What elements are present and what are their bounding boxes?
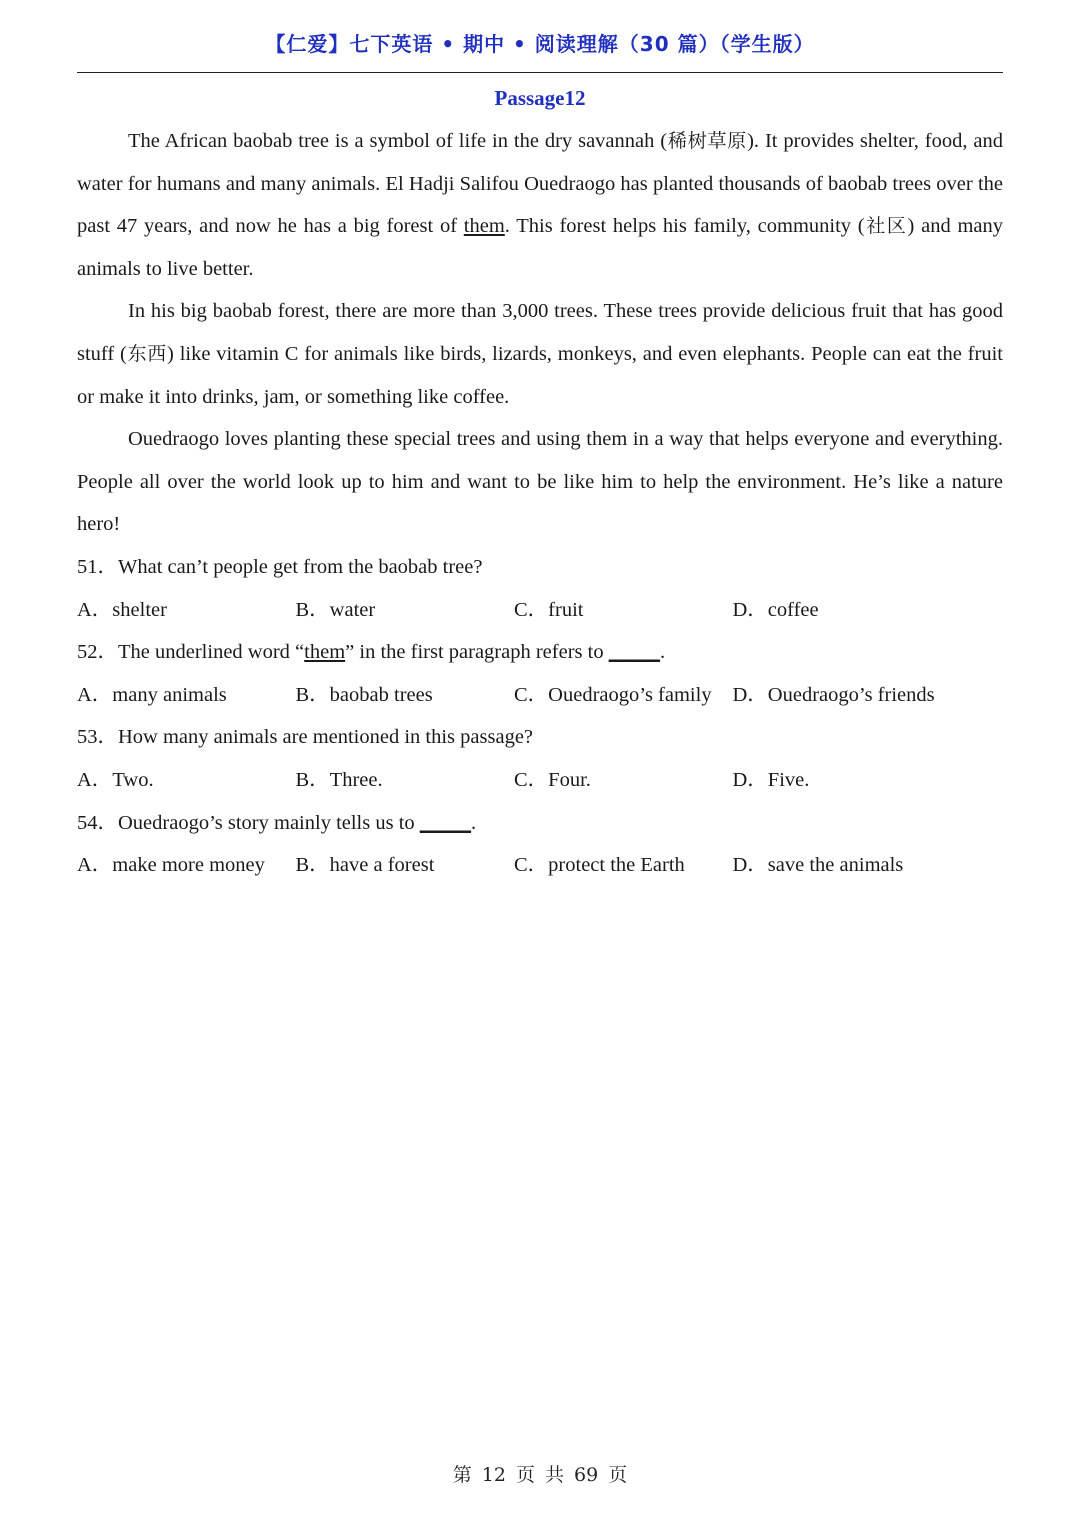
question-52 (77, 631, 1003, 674)
question-54 (77, 802, 1003, 845)
option-d[interactable]: D．save the animals (732, 854, 904, 877)
document-header: 【仁爱】七下英语 • 期中 • 阅读理解（30 篇）（学生版） (265, 32, 815, 56)
page-number: 第 12 页 共 69 页 (452, 1464, 628, 1486)
option-a[interactable]: A．shelter (77, 598, 167, 621)
option-a[interactable]: A．many animals (77, 683, 227, 706)
underlined-word-them: them (463, 215, 505, 238)
question-stem-b: ” in the first paragraph refers to (345, 641, 609, 664)
question-stem-a: The underlined word “ (118, 641, 305, 664)
question-52-options (77, 674, 1003, 717)
option-d[interactable]: D．Five. (732, 768, 810, 791)
question-stem-a: Ouedraogo’s story mainly tells us to (118, 811, 420, 834)
option-b[interactable]: B．have a forest (295, 854, 435, 877)
option-b[interactable]: B．water (295, 598, 376, 621)
paragraph-1-text-a: The African baobab tree is a symbol of life in the dry savannah ( (128, 130, 668, 152)
question-stem-c: . (471, 811, 477, 834)
option-d[interactable]: D．coffee (732, 598, 819, 621)
question-53-options (77, 759, 1003, 802)
header-divider (77, 72, 1003, 73)
question-stem: What can’t people get from the baobab tree? (118, 555, 483, 578)
question-number: 52． (77, 641, 118, 664)
paragraph-2 (77, 290, 1003, 418)
question-stem-c: . (659, 641, 666, 664)
paragraph-2-text-b: ) like vitamin C for animals like birds, lizards, monkeys, and even elephants. People can eat the fruit or make it into drinks, jam, or something like coffee. (77, 342, 1003, 408)
paragraph-1-gloss-savannah: 稀树草原 (667, 130, 748, 152)
question-number: 53． (77, 726, 118, 749)
option-c[interactable]: C．protect the Earth (514, 854, 685, 877)
paragraph-1-text-c: . This forest helps his family, community ( (504, 215, 865, 238)
question-51 (77, 546, 1003, 589)
document-body (77, 120, 1003, 887)
paragraph-1 (77, 120, 1003, 290)
paragraph-2-text-a: In his big baobab forest, there are more than 3,000 trees. These trees provide delicious fruit that has good stuff ( (77, 300, 1003, 365)
option-a[interactable]: A．make more money (77, 854, 265, 877)
question-number: 54． (77, 811, 118, 834)
question-53 (77, 716, 1003, 759)
option-c[interactable]: C．Four. (514, 768, 591, 791)
question-51-options (77, 589, 1003, 632)
answer-blank: _____ (419, 811, 472, 834)
question-number: 51． (77, 555, 118, 578)
question-underlined-word: them (304, 641, 346, 664)
paragraph-1-text-b: ). It provides shelter, food, and water for humans and many animals. El Hadji Salifou Ouedraogo has planted thousands of baobab trees over the past 47 years, and now he has a big forest of (77, 130, 1003, 238)
paragraph-1-text-d: ) and many animals to live better. (77, 215, 1003, 280)
option-c[interactable]: C．Ouedraogo’s family (514, 683, 712, 706)
paragraph-3: Ouedraogo loves planting these special trees and using them in a way that helps everyone and everything. People all over the world look up to him and want to be like him to help the environment. He’s like a nature hero! (77, 428, 1003, 536)
paragraph-2-gloss-stuff: 东西 (126, 342, 168, 365)
option-a[interactable]: A．Two. (77, 768, 154, 791)
question-54-options (77, 844, 1003, 887)
passage-title: Passage12 (494, 86, 586, 110)
paragraph-1-gloss-community: 社区 (864, 215, 908, 238)
answer-blank: _____ (608, 641, 660, 664)
question-stem: How many animals are mentioned in this passage? (118, 726, 534, 749)
option-b[interactable]: B．baobab trees (295, 683, 433, 706)
option-d[interactable]: D．Ouedraogo’s friends (732, 683, 935, 706)
option-b[interactable]: B．Three. (295, 768, 383, 791)
option-c[interactable]: C．fruit (514, 598, 584, 621)
